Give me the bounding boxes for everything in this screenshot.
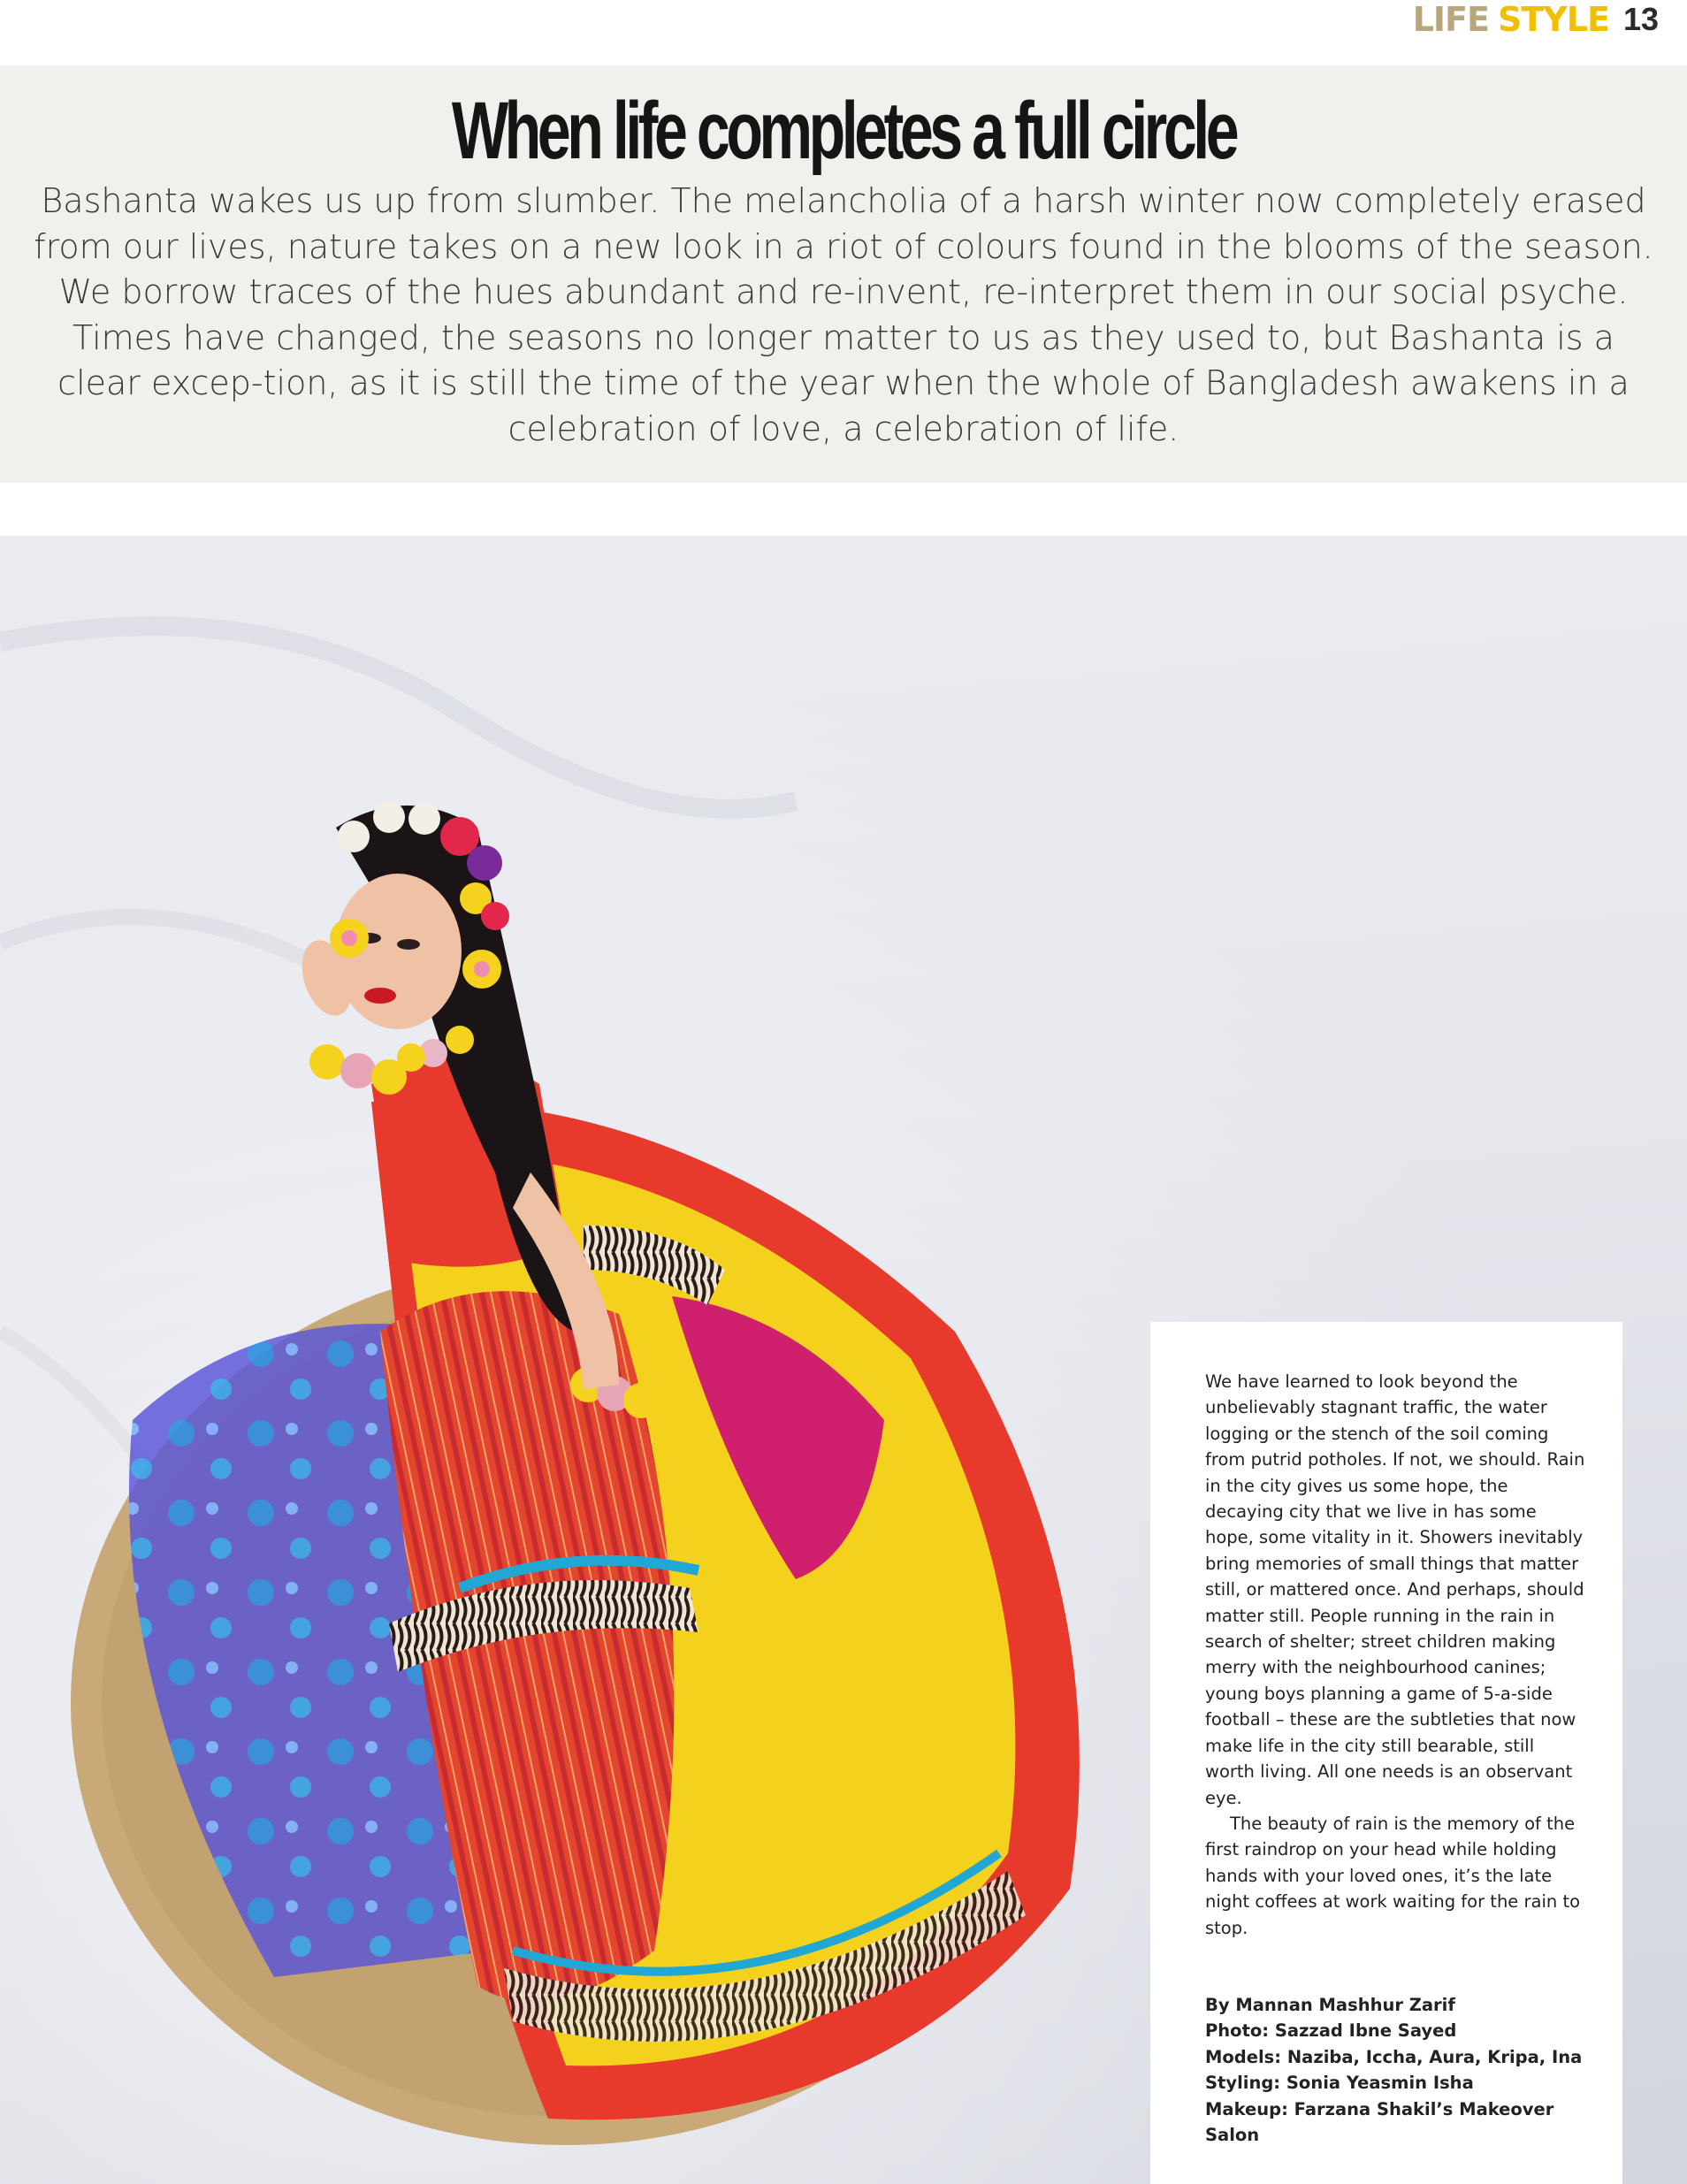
credits xyxy=(1205,1992,1585,2148)
standfirst: Bashanta wakes us up from slumber. The melancholia of a harsh winter now completely erased from our lives, nature takes on a new look in a riot of colours found in the blooms of the season. We borrow traces of the hues abundant and re-invent, re-interpret them in our social psyche. Times have changed, the seasons no longer matter to us as they used to, but Bashanta is a clear excep-tion, as it is still the time of the year when the whole of Bangladesh awakens in a celebration of love, a celebration of life. xyxy=(34,181,1653,448)
headline: When life completes a full circle xyxy=(451,86,1236,176)
styling-credit: Styling: Sonia Yeasmin Isha xyxy=(1205,2073,1474,2094)
header-panel xyxy=(0,65,1687,483)
page-number: 13 xyxy=(1622,1,1659,37)
brand-life: LIFE xyxy=(1412,0,1489,39)
sidebar-paragraph-2: The beauty of rain is the memory of the first raindrop on your head while holding hands with your loved ones, it’s the late night coffees at work waiting for the rain to stop. xyxy=(1205,1813,1581,1938)
brand-style: STYLE xyxy=(1497,0,1609,39)
sidebar-body xyxy=(1205,1369,1585,1941)
models-credit: Models: Naziba, Iccha, Aura, Kripa, Ina xyxy=(1205,2046,1583,2067)
sidebar-paragraph-1: We have learned to look beyond the unbelievably stagnant traffic, the water logging or the stench of the soil coming from putrid potholes. If not, we should. Rain in the city gives us some hope, the decaying city that we live in has some hope, some vitality in it. Showers inevitably bring memories of small things that matter still, or mattered once. And perhaps, should matter still. People running in the rain in search of shelter; street children making merry with the neighbourhood canines; young boys planning a game of 5-a-side football – these are the subtleties that now make life in the city still bearable, still worth living. All one needs is an observant eye. xyxy=(1205,1371,1585,1808)
fashion-photo xyxy=(0,536,1687,2184)
photo-credit: Photo: Sazzad Ibne Sayed xyxy=(1205,2020,1457,2042)
makeup-credit: Makeup: Farzana Shakil’s Makeover Salon xyxy=(1205,2098,1554,2146)
sidebar-text-box xyxy=(1150,1322,1622,2184)
masthead xyxy=(1413,0,1659,39)
byline: By Mannan Mashhur Zarif xyxy=(1205,1995,1455,2015)
